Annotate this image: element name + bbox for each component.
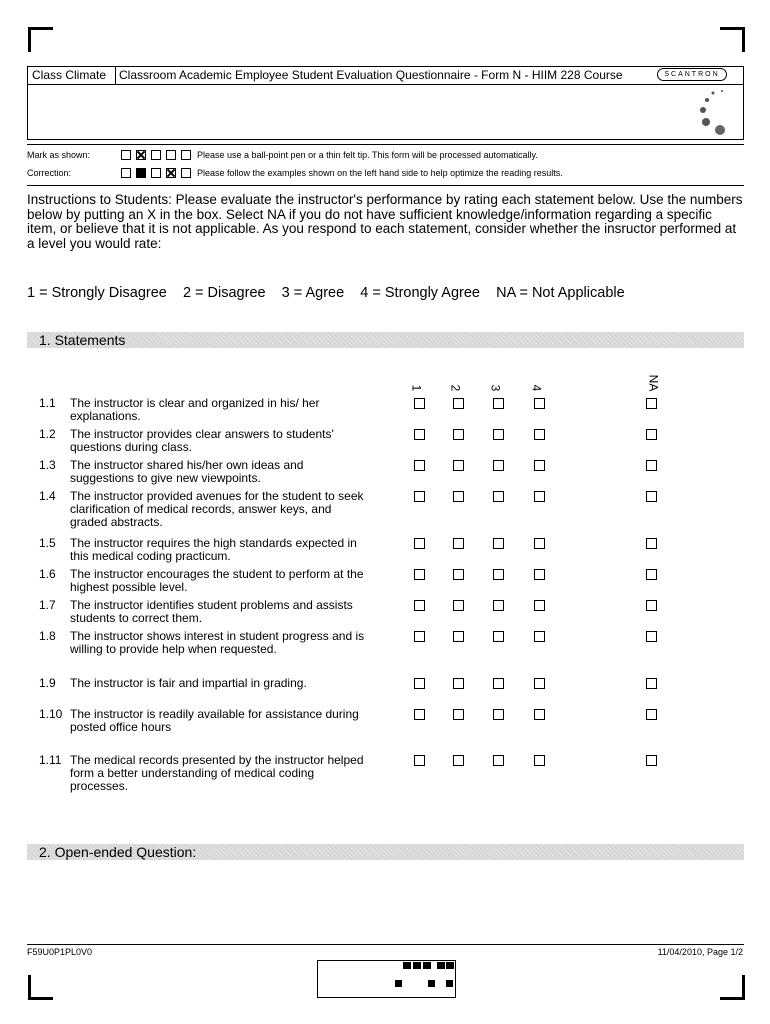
statement-number: 1.1: [39, 396, 56, 410]
logo-dot-3: [705, 98, 709, 102]
open-ended-section-header: 2. Open-ended Question:: [27, 844, 744, 860]
rating-checkbox-2[interactable]: [453, 678, 464, 689]
statement-text: The instructor shared his/her own ideas and suggestions to give new viewpoints.: [70, 458, 304, 485]
mark-example-empty-3: [166, 150, 176, 160]
statement-number: 1.4: [39, 489, 56, 503]
rating-checkbox-na[interactable]: [646, 460, 657, 471]
scantron-logo-text: SCANTRON: [664, 71, 720, 78]
mark-as-shown-label: Mark as shown:: [27, 150, 91, 160]
rating-checkbox-2[interactable]: [453, 600, 464, 611]
corner-mark-bottom-left: [28, 975, 53, 1000]
rating-checkbox-3[interactable]: [493, 398, 504, 409]
logo-dot-6: [715, 125, 725, 135]
footer-rule: [27, 944, 744, 945]
rating-checkbox-na[interactable]: [646, 491, 657, 502]
rating-checkbox-2[interactable]: [453, 709, 464, 720]
statement-number: 1.9: [39, 676, 56, 690]
statement-text: The instructor requires the high standards expected in this medical coding practicum.: [70, 536, 357, 563]
column-header-3: 3: [488, 384, 503, 392]
marking-top-rule: [27, 144, 744, 145]
header-divider: [27, 84, 744, 85]
marking-bottom-rule: [27, 185, 744, 186]
rating-checkbox-1[interactable]: [414, 755, 425, 766]
mark-example-empty-1: [121, 150, 131, 160]
correction-example-empty-1: [121, 168, 131, 178]
rating-checkbox-2[interactable]: [453, 569, 464, 580]
column-header-4: 4: [529, 384, 544, 392]
rating-checkbox-na[interactable]: [646, 429, 657, 440]
barcode-mark-7: [428, 980, 435, 987]
rating-checkbox-3[interactable]: [493, 538, 504, 549]
statement-text: The instructor provided avenues for the student to seek clarification of medical records, answer keys, and graded abstracts.: [70, 489, 364, 529]
rating-checkbox-na[interactable]: [646, 600, 657, 611]
mark-instructions: Please use a ball-point pen or a thin felt tip. This form will be processed automatically.: [197, 150, 538, 160]
rating-checkbox-na[interactable]: [646, 755, 657, 766]
rating-checkbox-na[interactable]: [646, 709, 657, 720]
barcode-mark-5: [446, 962, 454, 969]
barcode-mark-8: [446, 980, 453, 987]
rating-checkbox-na[interactable]: [646, 678, 657, 689]
statements-section-header: 1. Statements: [27, 332, 744, 348]
rating-checkbox-3[interactable]: [493, 569, 504, 580]
rating-checkbox-1[interactable]: [414, 631, 425, 642]
rating-checkbox-4[interactable]: [534, 460, 545, 471]
rating-checkbox-4[interactable]: [534, 600, 545, 611]
column-header-na: NA: [646, 374, 661, 392]
rating-checkbox-4[interactable]: [534, 429, 545, 440]
correction-example-empty-2: [151, 168, 161, 178]
rating-checkbox-4[interactable]: [534, 631, 545, 642]
rating-checkbox-4[interactable]: [534, 491, 545, 502]
column-header-2: 2: [448, 384, 463, 392]
rating-checkbox-4[interactable]: [534, 569, 545, 580]
rating-checkbox-4[interactable]: [534, 538, 545, 549]
mark-example-empty-4: [181, 150, 191, 160]
rating-checkbox-1[interactable]: [414, 491, 425, 502]
statement-text: The medical records presented by the instructor helped form a better understanding of medical coding processes.: [70, 753, 364, 793]
date-page: 11/04/2010, Page 1/2: [657, 947, 743, 957]
correction-example-filled: [136, 168, 146, 178]
mark-example-empty-2: [151, 150, 161, 160]
rating-checkbox-2[interactable]: [453, 538, 464, 549]
corner-mark-top-right: [720, 27, 745, 52]
corner-mark-bottom-right: [720, 975, 745, 1000]
rating-checkbox-1[interactable]: [414, 709, 425, 720]
barcode-mark-2: [413, 962, 421, 969]
rating-checkbox-1[interactable]: [414, 460, 425, 471]
correction-example-empty-3: [181, 168, 191, 178]
rating-checkbox-3[interactable]: [493, 460, 504, 471]
rating-checkbox-3[interactable]: [493, 631, 504, 642]
rating-checkbox-1[interactable]: [414, 600, 425, 611]
rating-checkbox-3[interactable]: [493, 491, 504, 502]
rating-checkbox-2[interactable]: [453, 460, 464, 471]
statement-number: 1.11: [39, 753, 62, 767]
rating-checkbox-1[interactable]: [414, 538, 425, 549]
corner-mark-top-left: [28, 27, 53, 52]
rating-checkbox-na[interactable]: [646, 631, 657, 642]
correction-instructions: Please follow the examples shown on the left hand side to help optimize the reading results.: [197, 168, 563, 178]
statement-number: 1.7: [39, 598, 56, 612]
column-header-1: 1: [409, 384, 424, 392]
rating-checkbox-1[interactable]: [414, 398, 425, 409]
barcode-mark-6: [395, 980, 402, 987]
statement-text: The instructor is readily available for assistance during posted office hours: [70, 707, 359, 734]
statement-text: The instructor is clear and organized in his/ her explanations.: [70, 396, 320, 423]
correction-example-x: [166, 168, 176, 178]
statement-number: 1.5: [39, 536, 56, 550]
logo-dot-4: [700, 107, 706, 113]
rating-checkbox-3[interactable]: [493, 600, 504, 611]
rating-checkbox-3[interactable]: [493, 755, 504, 766]
statement-number: 1.10: [39, 707, 63, 721]
header-separator: [115, 66, 116, 84]
rating-checkbox-4[interactable]: [534, 755, 545, 766]
correction-label: Correction:: [27, 168, 72, 178]
rating-checkbox-2[interactable]: [453, 429, 464, 440]
statement-text: The instructor shows interest in student progress and is willing to provide help when requested.: [70, 629, 365, 656]
barcode-mark-3: [423, 962, 431, 969]
class-climate-label: Class Climate: [32, 68, 107, 82]
rating-checkbox-2[interactable]: [453, 491, 464, 502]
rating-checkbox-2[interactable]: [453, 398, 464, 409]
rating-scale: 1 = Strongly Disagree 2 = Disagree 3 = Agree 4 = Strongly Agree NA = Not Applicable: [27, 285, 625, 301]
mark-example-x: [136, 150, 146, 160]
logo-dot-1: [721, 90, 723, 92]
rating-checkbox-1[interactable]: [414, 429, 425, 440]
barcode-mark-1: [403, 962, 411, 969]
rating-checkbox-4[interactable]: [534, 709, 545, 720]
rating-checkbox-4[interactable]: [534, 678, 545, 689]
statement-text: The instructor identifies student problems and assists students to correct them.: [70, 598, 353, 625]
statement-text: The instructor is fair and impartial in grading.: [70, 676, 307, 690]
rating-checkbox-4[interactable]: [534, 398, 545, 409]
form-code: F59U0P1PL0V0: [27, 947, 93, 957]
rating-checkbox-1[interactable]: [414, 569, 425, 580]
scantron-logo: [657, 68, 727, 81]
rating-checkbox-3[interactable]: [493, 709, 504, 720]
barcode-mark-4: [437, 962, 445, 969]
barcode-box: [317, 960, 456, 998]
statement-text: The instructor encourages the student to perform at the highest possible level.: [70, 567, 364, 594]
rating-checkbox-na[interactable]: [646, 569, 657, 580]
rating-checkbox-3[interactable]: [493, 429, 504, 440]
logo-dots: [695, 88, 730, 138]
rating-checkbox-2[interactable]: [453, 631, 464, 642]
statement-number: 1.2: [39, 427, 56, 441]
rating-checkbox-2[interactable]: [453, 755, 464, 766]
statement-text: The instructor provides clear answers to students' questions during class.: [70, 427, 334, 454]
form-title: Classroom Academic Employee Student Evaluation Questionnaire - Form N - HIIM 228 Course: [119, 68, 623, 82]
statement-number: 1.3: [39, 458, 56, 472]
statement-number: 1.8: [39, 629, 56, 643]
rating-checkbox-3[interactable]: [493, 678, 504, 689]
rating-checkbox-na[interactable]: [646, 538, 657, 549]
logo-dot-5: [702, 118, 710, 126]
rating-checkbox-1[interactable]: [414, 678, 425, 689]
rating-checkbox-na[interactable]: [646, 398, 657, 409]
instructions-text: Instructions to Students: Please evaluate the instructor's performance by rating each statement below. Use the numbers below by putting an X in the box. Select NA if you do not have sufficient knowledge/information regarding a specific item, or believe that it is not applicable. As you respond to each statement, consider whether the insructor performed at a level you would rate:: [27, 192, 743, 251]
statement-number: 1.6: [39, 567, 56, 581]
logo-dot-2: [712, 92, 715, 95]
